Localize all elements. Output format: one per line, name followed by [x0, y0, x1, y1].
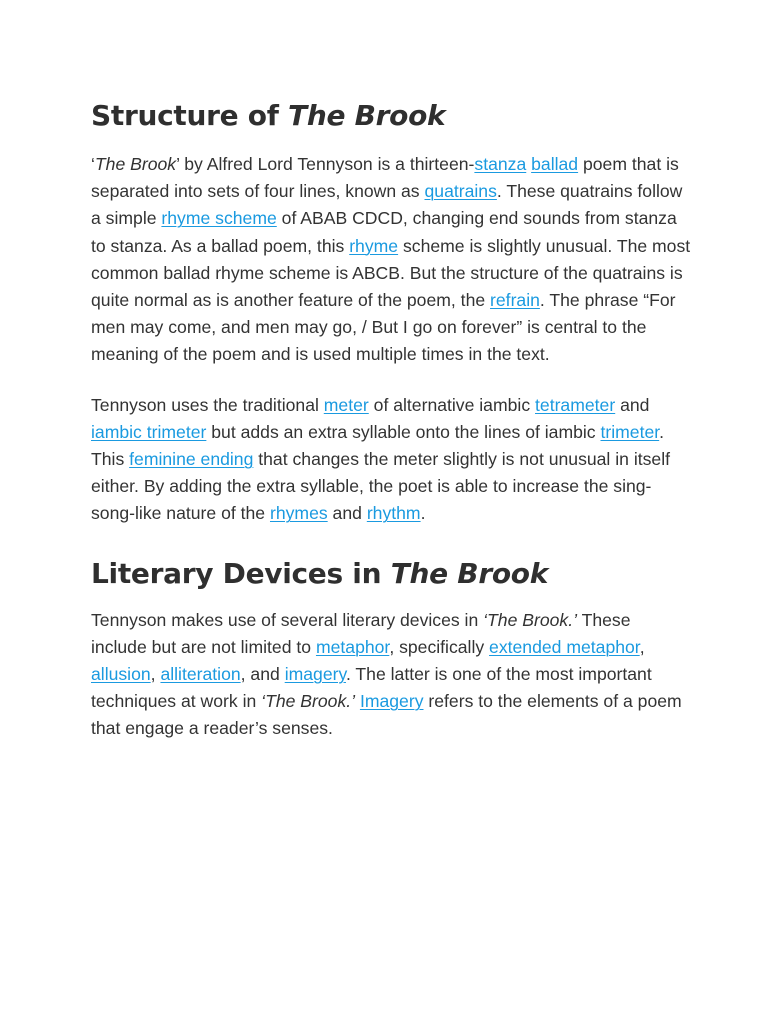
link-alliteration[interactable]: alliteration [160, 664, 241, 685]
link-quatrains[interactable]: quatrains [424, 181, 497, 202]
paragraph-meter [91, 392, 691, 528]
link-rhymes[interactable]: rhymes [269, 503, 328, 524]
text: poem that is separated into sets of four lines, known as [91, 154, 679, 202]
link-extended-metaphor[interactable]: extended metaphor [489, 636, 640, 657]
link-stanza[interactable]: stanza [474, 154, 527, 174]
text: scheme is slightly unusual. The most common ballad rhyme scheme is ABCB. But the structure of the quatrains is quite normal as is another feature of the poem, the [91, 235, 691, 311]
link-rhyme[interactable]: rhyme [349, 235, 399, 256]
text: that changes the meter slightly is not unusual in itself either. By adding the extra syllable, the poet is able to increase the sing-song-like nature of the [91, 449, 670, 524]
text: ‘ [91, 154, 95, 174]
text: and [327, 503, 367, 524]
text: , specifically [389, 636, 490, 657]
text: , [639, 636, 645, 657]
link-tetrameter[interactable]: tetrameter [535, 394, 616, 415]
heading-title-emphasis: The Brook [390, 556, 549, 590]
link-feminine-ending[interactable]: feminine ending [129, 449, 254, 470]
link-ballad[interactable]: ballad [531, 154, 579, 174]
poem-title: The Brook [94, 154, 177, 174]
article-body [91, 96, 691, 743]
poem-title: ‘The Brook.’ [261, 691, 356, 712]
text: . These quatrains follow a simple [91, 181, 683, 229]
section-heading-literary-devices [91, 554, 691, 594]
link-meter[interactable]: meter [323, 394, 369, 415]
text: , and [240, 664, 285, 685]
link-rhythm[interactable]: rhythm [366, 503, 421, 524]
text: . The latter is one of the most important techniques at work in [91, 664, 652, 712]
heading-text: Structure of [91, 99, 289, 132]
text: . [420, 503, 426, 524]
paragraph-structure-rhyme [91, 151, 691, 369]
section-heading-structure [91, 96, 691, 136]
heading-text: Literary Devices in [91, 556, 391, 590]
text: refers to the elements of a poem that engage a reader’s senses. [91, 691, 682, 739]
link-allusion[interactable]: allusion [91, 664, 151, 685]
link-imagery[interactable]: imagery [284, 664, 346, 685]
text: . The phrase “For men may come, and men may go, / But I go on forever” is central to the meaning of the poem and is used multiple times in the text. [91, 290, 676, 365]
text: and [615, 394, 650, 415]
paragraph-literary-devices [91, 607, 691, 743]
link-refrain[interactable]: refrain [490, 290, 540, 311]
text: Tennyson makes use of several literary devices in [91, 609, 484, 630]
heading-title-emphasis: The Brook [288, 99, 446, 132]
text: . This [91, 421, 665, 470]
link-rhyme-scheme[interactable]: rhyme scheme [161, 208, 277, 229]
poem-title: ‘The Brook.’ [483, 609, 578, 630]
text: Tennyson uses the traditional [91, 394, 324, 415]
text: of ABAB CDCD, changing end sounds from stanza to stanza. As a ballad poem, this [91, 208, 677, 256]
text: of alternative iambic [368, 394, 536, 415]
link-metaphor[interactable]: metaphor [315, 636, 390, 657]
link-iambic-trimeter[interactable]: iambic trimeter [91, 421, 207, 442]
text: but adds an extra syllable onto the lines of iambic [206, 421, 601, 442]
text: , [150, 664, 161, 685]
text: ’ by Alfred Lord Tennyson is a thirteen- [176, 154, 475, 174]
link-trimeter[interactable]: trimeter [600, 421, 660, 442]
text: These include but are not limited to [91, 609, 631, 657]
link-imagery-2[interactable]: Imagery [359, 691, 424, 712]
